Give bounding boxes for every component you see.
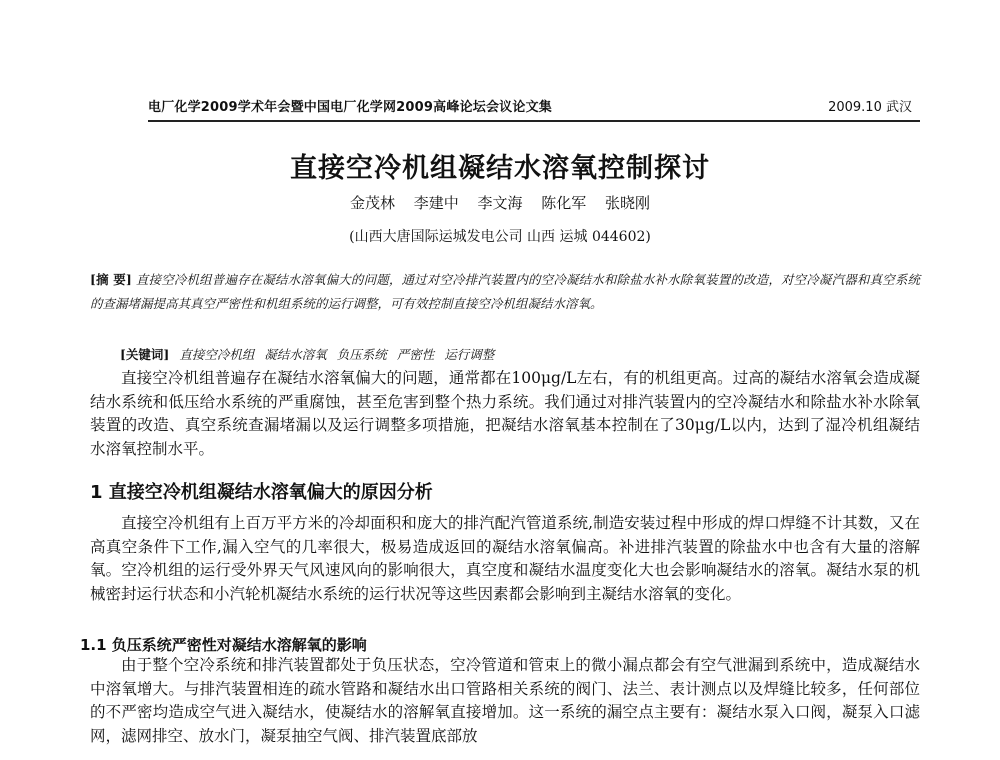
abstract-text: 直接空冷机组普遍存在凝结水溶氧偏大的问题，通过对空冷排汽装置内的空冷凝结水和除盐水补水除氧装置的改造，对空冷凝汽器和真空系统的查漏堵漏提高其真空严密性和机组系统的运行调整，可有效控制直接空冷机组凝结水溶氧。	[90, 272, 920, 311]
keywords-label: [关键词]	[120, 347, 170, 362]
keywords	[120, 345, 920, 363]
authors: 金茂林 李建中 李文海 陈化军 张晓刚	[349, 194, 651, 212]
abstract	[90, 268, 920, 316]
keywords-text: 直接空冷机组 凝结水溶氧 负压系统 严密性 运行调整	[179, 347, 495, 362]
section-1-heading: 1 直接空冷机组凝结水溶氧偏大的原因分析	[90, 482, 433, 503]
section-1-paragraph: 直接空冷机组有上百万平方米的冷却面积和庞大的排汽配汽管道系统,制造安装过程中形成的焊口焊缝不计其数，又在高真空条件下工作,漏入空气的几率很大，极易造成返回的凝结水溶氧偏高。补进排汽装置的除盐水中也含有大量的溶解氧。空冷机组的运行受外界天气风速风向的影响很大，真空度和凝结水温度变化大也会影响凝结水的溶氧。凝结水泵的机械密封运行状态和小汽轮机凝结水系统的运行状况等这些因素都会影响到主凝结水溶氧的变化。	[90, 514, 920, 603]
affiliation: (山西大唐国际运城发电公司 山西 运城 044602)	[349, 229, 651, 245]
abstract-label: [摘 要]	[90, 272, 132, 287]
running-header	[148, 94, 920, 122]
header-conference: 电厂化学2009学术年会暨中国电厂化学网2009高峰论坛会议论文集	[148, 100, 552, 115]
header-date-location: 2009.10 武汉	[828, 100, 912, 115]
intro-paragraph: 直接空冷机组普遍存在凝结水溶氧偏大的问题，通常都在100μg/L左右，有的机组更高。过高的凝结水溶氧会造成凝结水系统和低压给水系统的严重腐蚀，甚至危害到整个热力系统。我们通过对排汽装置内的空冷凝结水和除盐水补水除氧装置的改造、真空系统查漏堵漏以及运行调整多项措施，把凝结水溶氧基本控制在了30μg/L以内，达到了湿冷机组凝结水溶氧控制水平。	[90, 369, 920, 458]
section-1-1-heading: 1.1 负压系统严密性对凝结水溶解氧的影响	[80, 636, 367, 654]
paper-title: 直接空冷机组凝结水溶氧控制探讨	[290, 153, 710, 184]
section-1-1-paragraph: 由于整个空冷系统和排汽装置都处于负压状态，空冷管道和管束上的微小漏点都会有空气泄漏到系统中，造成凝结水中溶氧增大。与排汽装置相连的疏水管路和凝结水出口管路相关系统的阀门、法兰、表计测点以及焊缝比较多，任何部位的不严密均造成空气进入凝结水，使凝结水的溶解氧直接增加。这一系统的漏空点主要有：凝结水泵入口阀，凝泵入口滤网，滤网排空、放水门，凝泵抽空气阀、排汽装置底部放	[90, 656, 920, 745]
